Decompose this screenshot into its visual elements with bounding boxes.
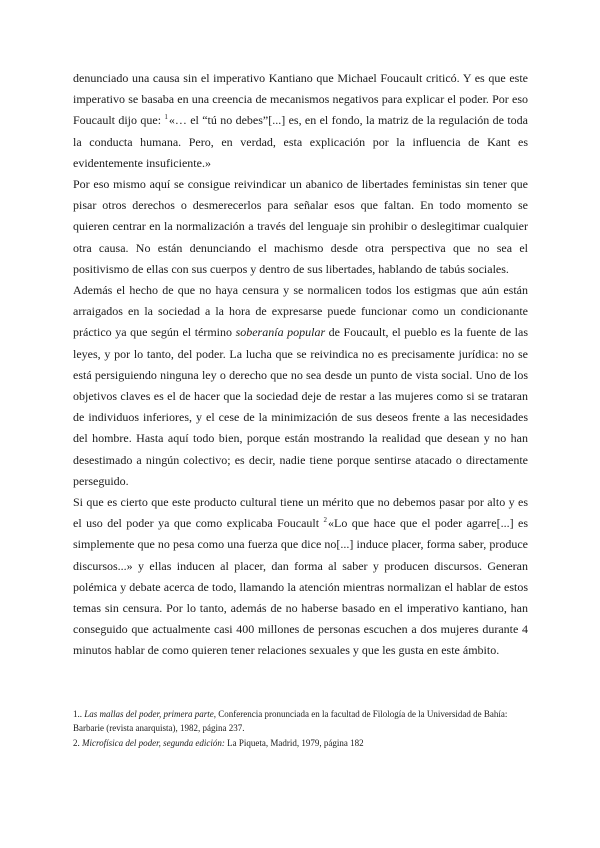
quote-foucault-1: «… el “tú no debes”[...] es, en el fondo, la matriz de la regulación de toda la conducta humana. Pero, en verdad, esta explicación por la influencia de Kant es evidentemente insuficiente.» xyxy=(73,113,528,170)
footnote-2-title: Microfísica del poder, segunda edición: xyxy=(82,737,225,748)
footnote-ref-1[interactable]: 1 xyxy=(164,113,168,122)
footnote-1-text: Conferencia pronunciada en la facultad de Filología de la Universidad de Bahía: Barbarie (revista anarquista), 1982, página 237. xyxy=(73,709,508,733)
footnote-1 xyxy=(73,708,528,735)
paragraph-4 xyxy=(73,492,528,662)
paragraph-1-text: denunciado una causa sin el imperativo Kantiano que Michael Foucault criticó. Y es que este imperativo se basaba en una creencia de mecanismos negativos para explicar el poder. Por eso Foucault dijo que: xyxy=(73,71,528,128)
footnote-1-title: Las mallas del poder, primera parte, xyxy=(84,709,217,719)
paragraph-2 xyxy=(73,174,528,280)
footnote-2-text: La Piqueta, Madrid, 1979, página 182 xyxy=(224,737,364,748)
footnote-ref-2[interactable]: 2 xyxy=(323,516,328,525)
paragraph-3-text-a: Además el hecho de que no haya censura y se normalicen todos los estigmas que aún están arraigados en la sociedad a la hora de expresarse puede funcionar como un condicionante práctico ya que según el término xyxy=(73,283,528,340)
paragraph-2-text: Por eso mismo aquí se consigue reivindicar un abanico de libertades feministas sin tener que pisar otros derechos o desmerecerlos para señalar esos que faltan. En todo momento se quieren centrar en la normalización a través del lenguaje sin prohibir o deslegitimar cualquier otra causa. No están denunciando el machismo desde otra perspectiva que no sea el positivismo de ellas con sus cuerpos y dentro de sus libertades, hablando de tabús sociales. xyxy=(73,177,528,276)
paragraph-3-text-b: de Foucault, el pueblo es la fuente de las leyes, y por lo tanto, del poder. La lucha que se reivindica no es precisamente jurídica: no se está persiguiendo ninguna ley o derecho que no sea desde un punto de vista social. Uno de los objetivos claves es el de hacer que la sociedad deje de restar a las mujeres como si se trataran de individuos inferiores, y el cese de la minimización de sus deseos frente a las necesidades del hombre. Hasta aquí todo bien, porque están mostrando la realidad que desean y no han desestimado a ningún colectivo; es decir, nadie tiene porque sentirse atacado o directamente perseguido. xyxy=(73,325,528,488)
footnote-2 xyxy=(73,737,528,751)
paragraph-4-text-a: Si que es cierto que este producto cultural tiene un mérito que no debemos pasar por alto y es el uso del poder ya que como explicaba Foucault xyxy=(73,495,528,531)
paragraph-1 xyxy=(73,68,528,174)
footnote-1-number: 1.. xyxy=(73,709,85,719)
footnotes xyxy=(73,708,528,752)
body-text xyxy=(73,68,528,662)
term-soberania-popular: soberanía popular xyxy=(235,325,326,340)
footnote-2-number: 2. xyxy=(73,737,82,748)
paragraph-3 xyxy=(73,280,528,492)
paragraph-4-text-b: «Lo que hace que el poder agarre[...] es simplemente que no pesa como una fuerza que dice no[...] induce placer, forma saber, produce discursos...» y ellas inducen al placer, dan forma al saber y producen discursos. Generan polémica y debate acerca de todo, llamando la atención mientras normalizan el hablar de estos temas sin censura. Por lo tanto, además de no haberse basado en el imperativo kantiano, han conseguido que actualmente casi 400 millones de personas escuchen a dos mujeres durante 4 minutos hablar de como quieren tener relaciones sexuales y que les gusta en este ámbito. xyxy=(73,516,528,658)
